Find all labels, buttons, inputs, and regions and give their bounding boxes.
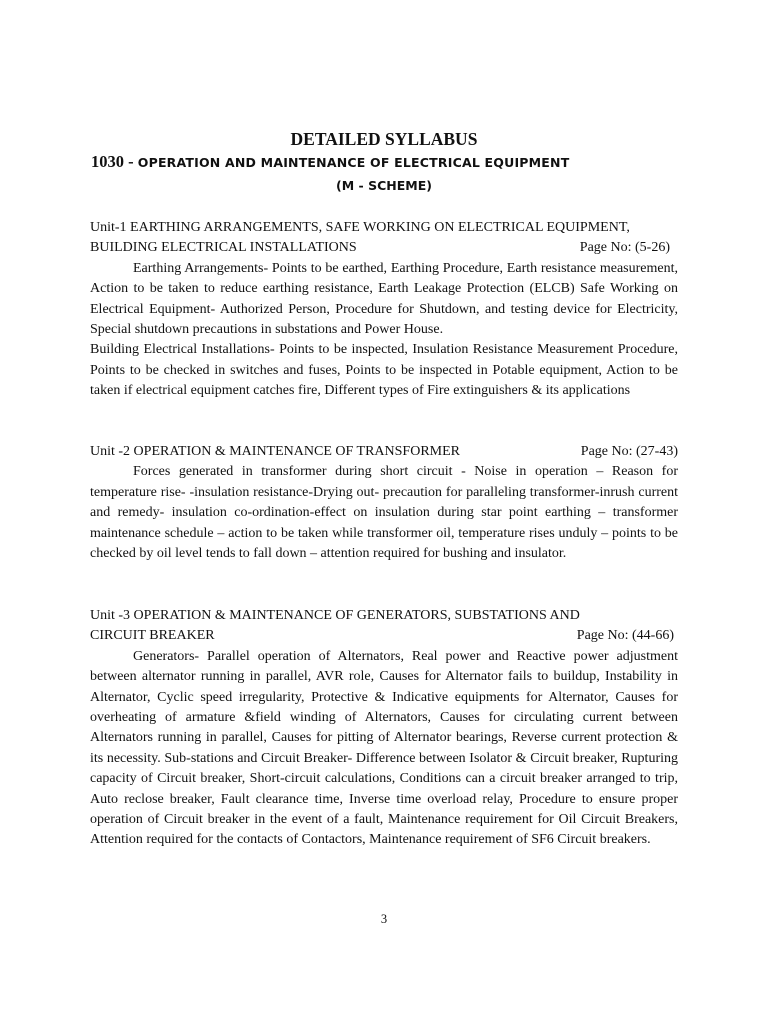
unit-1-paragraph: Building Electrical Installations- Points to be inspected, Insulation Resistance Measurement Procedure, Points to be checked in switches and fuses, Points to be inspected in Potable equipment, Action to be taken if electrical equipment catches fire, Different types of Fire extinguishers & its applications [90, 342, 678, 399]
unit-3-section [90, 606, 678, 851]
unit-3-heading: Unit -3 OPERATION & MAINTENANCE OF GENERATORS, SUBSTATIONS AND [90, 608, 580, 623]
course-code: 1030 - [91, 152, 138, 171]
page-number: 3 [380, 912, 388, 926]
unit-1-heading-continued: BUILDING ELECTRICAL INSTALLATIONS [90, 240, 357, 256]
unit-3-heading-row [90, 626, 678, 646]
unit-2-heading: Unit -2 OPERATION & MAINTENANCE OF TRANSFORMER [90, 444, 460, 459]
document-title: DETAILED SYLLABUS [290, 129, 478, 149]
unit-3-heading-continued: CIRCUIT BREAKER [90, 628, 215, 644]
unit-1-section [90, 218, 678, 402]
unit-1-paragraph: Earthing Arrangements- Points to be earthed, Earthing Procedure, Earth resistance measurement, Action to be taken to reduce earthing resistance, Earth Leakage Protection (ELCB) Safe Working on Electrical Equipment- Authorized Person, Procedure for Shutdown, and testing device for Electricity, Special shutdown precautions in substations and Power House. [90, 260, 678, 338]
scheme-label: (M - SCHEME) [336, 178, 432, 193]
unit-2-heading-row [90, 442, 678, 462]
course-title [91, 152, 681, 173]
unit-1-page-ref: Page No: (5-26) [579, 240, 670, 256]
unit-1-heading-row [90, 238, 678, 258]
unit-2-page-ref: Page No: (27-43) [580, 444, 678, 459]
unit-3-paragraph: Generators- Parallel operation of Alternators, Real power and Reactive power adjustment between alternator running in parallel, AVR role, Causes for Alternator fails to buildup, Instability in Alternator, Cyclic speed irregularity, Protective & Indicative equipments for Alternator, Causes for overheating of armature &field winding of Alternators, Causes for circulating current between Alternators running in parallel, Causes for pitting of Alternator bearings, Reverse current protection & its necessity. Sub-stations and Circuit Breaker- Difference between Isolator & Circuit breaker, Rupturing capacity of Circuit breaker, Short-circuit calculations, Conditions can a circuit breaker arranged to trip, Auto reclose breaker, Fault clearance time, Inverse time overload relay, Procedure to ensure proper operation of Circuit breaker in the event of a fault, Maintenance requirement for Oil Circuit Breakers, Attention required for the contacts of Contactors, Maintenance requirement of SF6 Circuit breakers. [90, 648, 678, 848]
unit-1-heading: Unit-1 EARTHING ARRANGEMENTS, SAFE WORKING ON ELECTRICAL EQUIPMENT, [90, 220, 630, 235]
unit-2-paragraph: Forces generated in transformer during short circuit - Noise in operation – Reason for temperature rise- -insulation resistance-Drying out- precaution for paralleling transformer-inrush current and remedy- insulation co-ordination-effect on insulation during star point earthing – transformer maintenance schedule – action to be taken while transformer oil, temperature rises unduly – points to be checked by oil level tends to fall down – attention required for bushing and insulator. [90, 464, 678, 562]
unit-3-page-ref: Page No: (44-66) [576, 628, 674, 644]
unit-2-section [90, 442, 678, 564]
course-name: OPERATION AND MAINTENANCE OF ELECTRICAL EQUIPMENT [137, 155, 570, 170]
